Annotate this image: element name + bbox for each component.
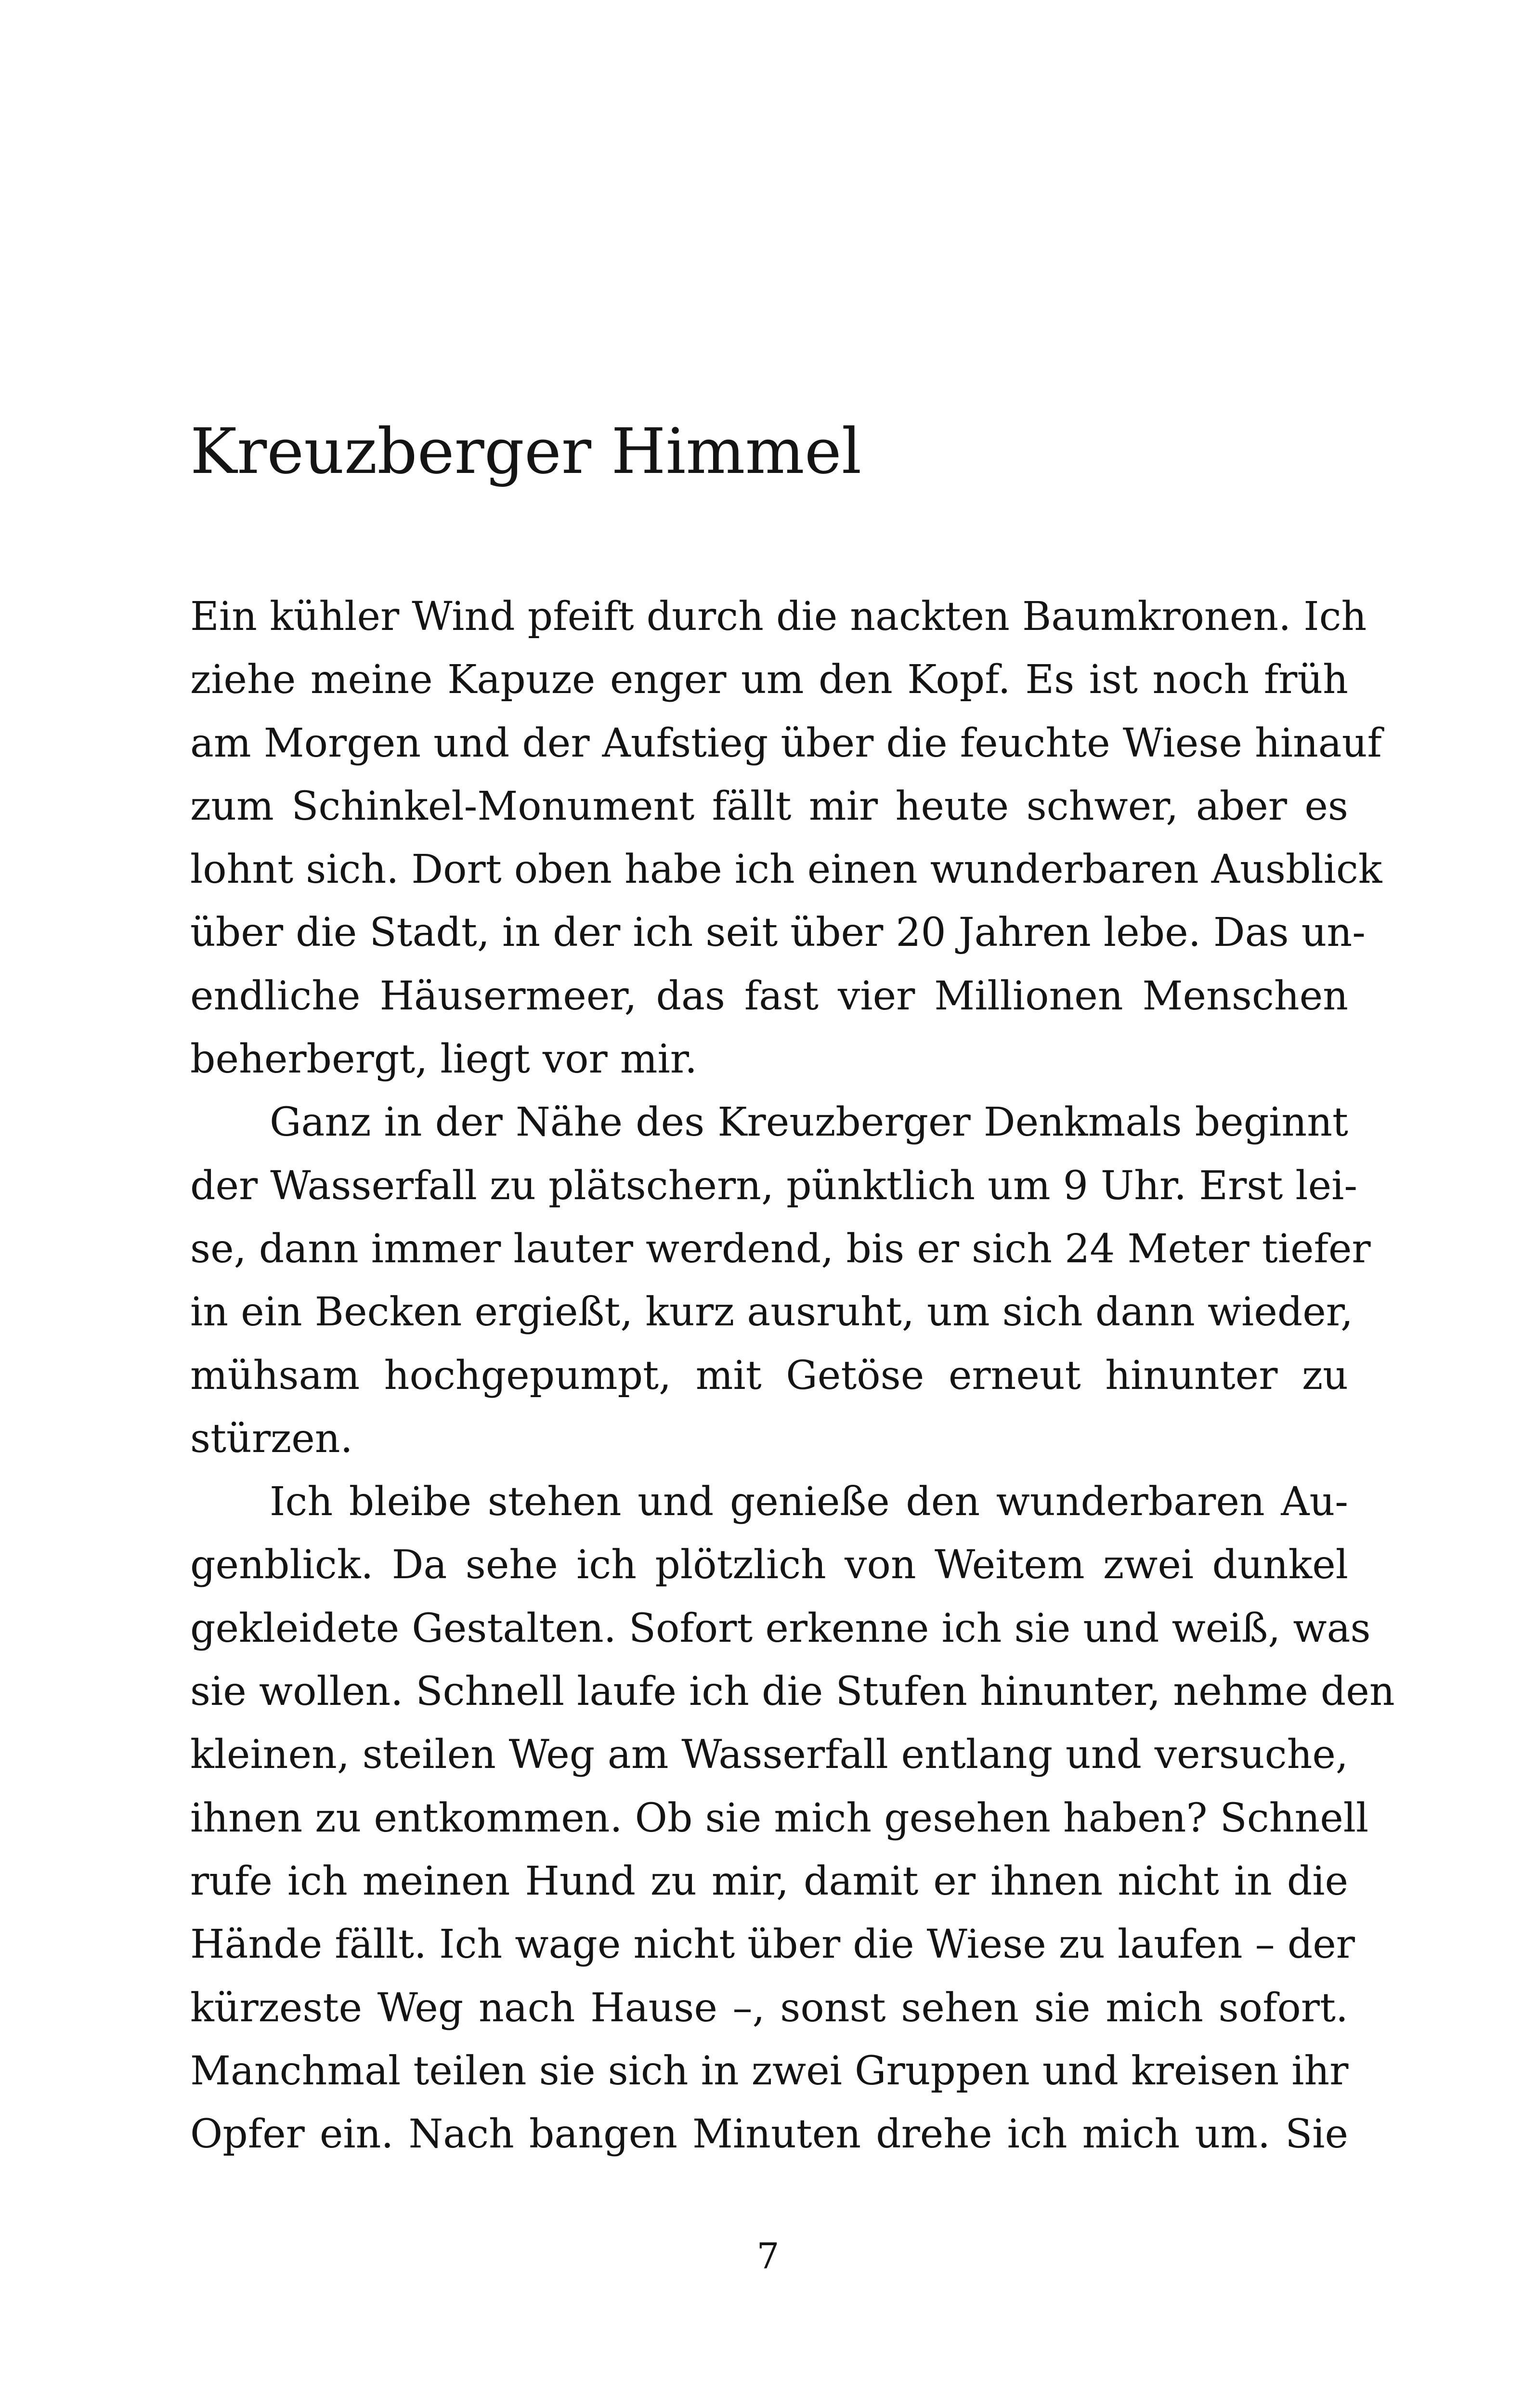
text-line: stürzen. (190, 1415, 353, 1462)
text-line: am Morgen und der Aufstieg über die feuchte Wiese hinauf (190, 720, 1382, 766)
text-line: ziehe meine Kapuze enger um den Kopf. Es ist noch früh (190, 657, 1348, 703)
text-line: über die Stadt, in der ich seit über 20 Jahren lebe. Das un- (190, 910, 1366, 956)
text-line: beherbergt, liegt vor mir. (190, 1036, 698, 1083)
paragraph (190, 1091, 1371, 1470)
paragraph (190, 1470, 1395, 2166)
text-line: genblick. Da sehe ich plötzlich von Weitem zwei dunkel (190, 1542, 1348, 1588)
text-line: kürzeste Weg nach Hause –, sonst sehen sie mich sofort. (190, 1985, 1348, 2031)
text-line: Ich bleibe stehen und genieße den wunderbaren Au- (270, 1479, 1348, 1525)
text-line: Manchmal teilen sie sich in zwei Gruppen und kreisen ihr (190, 2048, 1349, 2094)
text-line: Ganz in der Nähe des Kreuzberger Denkmals beginnt (270, 1099, 1348, 1146)
text-line: der Wasserfall zu plätschern, pünktlich um 9 Uhr. Erst lei- (190, 1163, 1358, 1209)
text-line: gekleidete Gestalten. Sofort erkenne ich sie und weiß, was (190, 1605, 1371, 1651)
text-line: in ein Becken ergießt, kurz ausruht, um sich dann wieder, (190, 1289, 1354, 1335)
text-line: Hände fällt. Ich wage nicht über die Wiese zu laufen – der (190, 1922, 1355, 1968)
text-line: ihnen zu entkommen. Ob sie mich gesehen haben? Schnell (190, 1795, 1369, 1841)
text-line: zum Schinkel-Monument fällt mir heute schwer, aber es (190, 783, 1348, 829)
text-line: rufe ich meinen Hund zu mir, damit er ihnen nicht in die (190, 1858, 1348, 1904)
chapter-title: Kreuzberger Himmel (190, 415, 862, 488)
page-number: 7 (756, 2236, 780, 2277)
text-line: Ein kühler Wind pfeift durch die nackten Baumkronen. Ich (190, 594, 1367, 640)
body-text (190, 585, 1395, 2166)
paragraph (190, 585, 1382, 1091)
text-line: endliche Häusermeer, das fast vier Millionen Menschen (190, 973, 1348, 1019)
text-line: se, dann immer lauter werdend, bis er sich 24 Meter tiefer (190, 1226, 1371, 1272)
text-line: kleinen, steilen Weg am Wasserfall entlang und versuche, (190, 1732, 1348, 1778)
text-line: lohnt sich. Dort oben habe ich einen wunderbaren Ausblick (190, 847, 1382, 893)
text-line: Opfer ein. Nach bangen Minuten drehe ich mich um. Sie (190, 2111, 1348, 2158)
text-line: sie wollen. Schnell laufe ich die Stufen hinunter, nehme den (190, 1669, 1395, 1715)
text-line: mühsam hochgepumpt, mit Getöse erneut hinunter zu (190, 1352, 1348, 1399)
